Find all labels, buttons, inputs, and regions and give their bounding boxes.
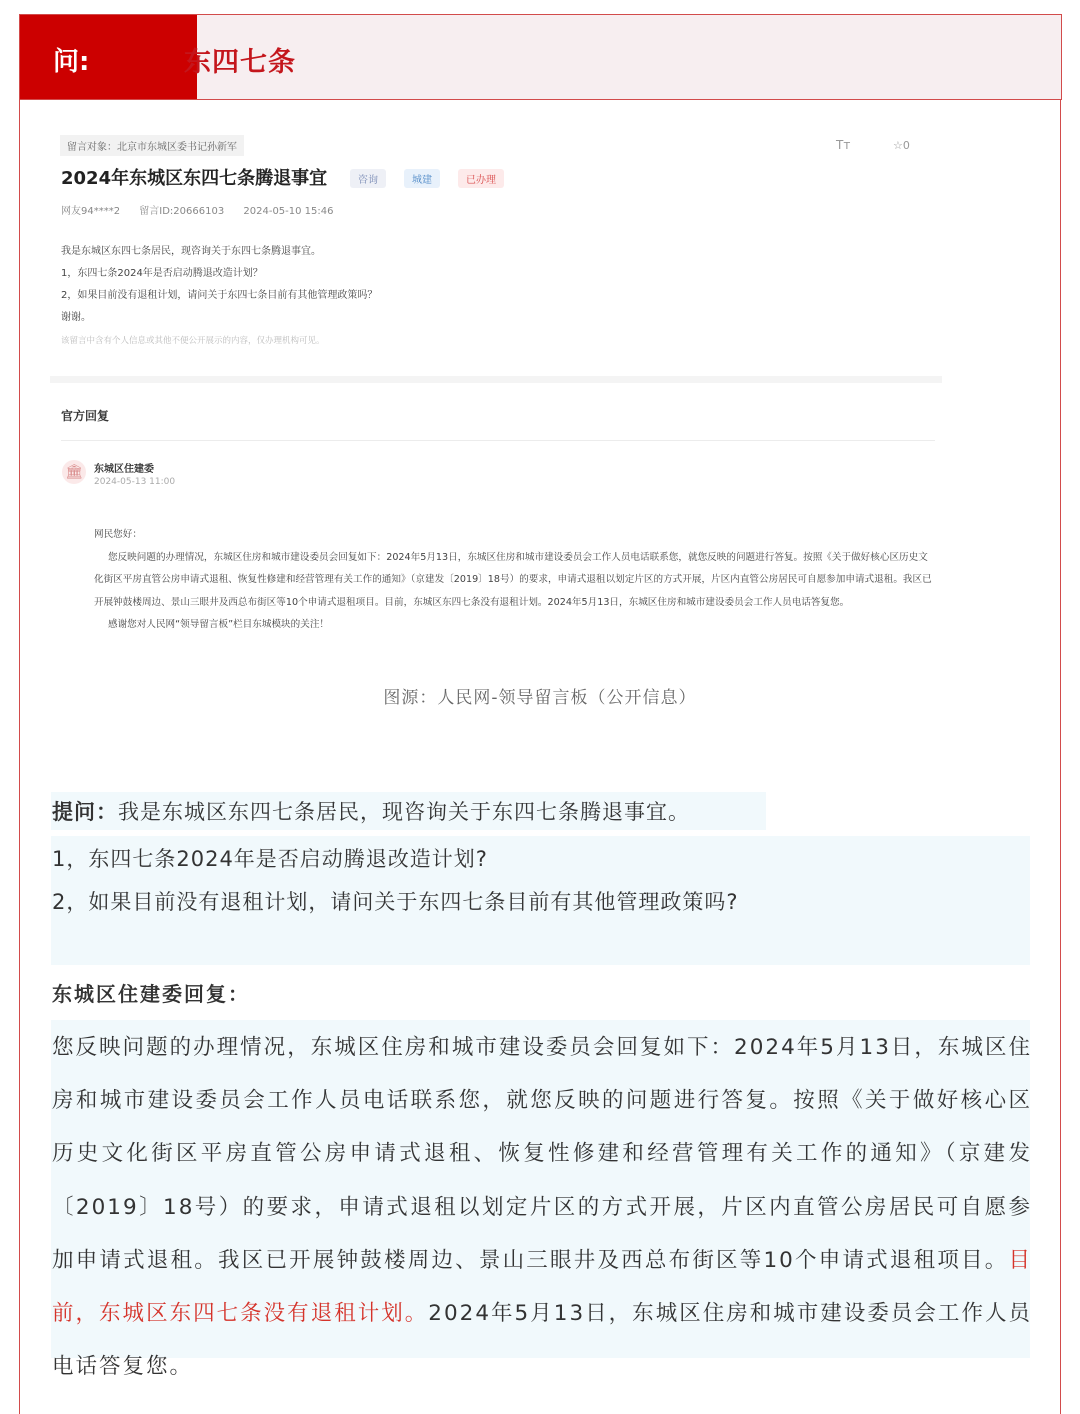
section-divider — [50, 376, 942, 383]
header-q-label: 问: — [53, 47, 90, 77]
question-line — [52, 796, 690, 826]
image-caption: 图源：人民网-领导留言板（公开信息） — [383, 688, 697, 708]
header-red-block — [20, 15, 197, 99]
post-meta — [61, 202, 350, 217]
post-author: 网友94****2 — [61, 206, 121, 217]
reply-time: 2024-05-13 11:00 — [94, 477, 176, 487]
divider-line — [61, 440, 935, 441]
badge-consult: 咨询 — [350, 169, 386, 188]
post-time: 2024-05-10 15:46 — [243, 206, 334, 217]
post-title: 2024年东城区东四七条腾退事宜 — [61, 168, 328, 189]
reply-part-1: 您反映问题的办理情况，东城区住房和城市建设委员会回复如下：2024年5月13日，东城区住房和城市建设委员会工作人员电话联系您，就您反映的问题进行答复。按照《关于做好核心区历史文化街区平房直管公房申请式退租、恢复性修建和经营管理有关工作的通知》（京建发〔2019〕18号）的要求，申请式退租以划定片区的方式开展，片区内直管公房居民可自愿参加申请式退租。我区已开展钟鼓楼周边、景山三眼井及西总布街区等10个申请式退租项目。 — [52, 1035, 1032, 1273]
reply-greeting: 网民您好： — [94, 529, 142, 540]
post-body — [61, 241, 377, 329]
question-label: 提问： — [52, 800, 118, 824]
star-icon[interactable]: ☆0 — [893, 139, 910, 152]
question-text: 我是东城区东四七条居民，现咨询关于东四七条腾退事宜。 — [118, 800, 690, 824]
reply-thanks: 感谢您对人民网“领导留言板”栏目东城模块的关注！ — [108, 619, 330, 630]
question-item-2: 2，如果目前没有退租计划，请问关于东四七条目前有其他管理政策吗? — [52, 890, 739, 914]
reply-paragraph-main — [52, 1021, 1032, 1393]
question-item-1: 1，东四七条2024年是否启动腾退改造计划? — [52, 847, 488, 871]
post-id: 留言ID:20666103 — [139, 206, 225, 217]
privacy-note: 该留言中含有个人信息或其他不便公开展示的内容，仅办理机构可见。 — [61, 336, 325, 346]
reply-paragraph: 您反映问题的办理情况，东城区住房和城市建设委员会回复如下：2024年5月13日，东城区住房和城市建设委员会工作人员电话联系您，就您反映的问题进行答复。按照《关于做好核心区历史文化街区平房直管公房申请式退租、恢复性修建和经营管理有关工作的通知》（京建发〔2019〕18号）的要求，申请式退租以划定片区的方式开展，片区内直管公房居民可自愿参加申请式退租。我区已开展钟鼓楼周边、景山三眼井及西总布街区等10个申请式退租项目。目前，东城区东四七条没有退租计划。2024年5月13日，东城区住房和城市建设委员会工作人员电话答复您。 — [94, 551, 932, 608]
official-reply-heading: 官方回复 — [61, 409, 110, 423]
header-title-clip — [184, 15, 497, 99]
reply-part-2: 2024年5月13日，东城区住房和城市建设委员会工作人员电话答复您。 — [52, 1301, 1032, 1380]
government-building-icon: 🏛 — [62, 460, 86, 484]
question-header — [19, 14, 1062, 100]
reply-org: 东城区住建委 — [94, 464, 154, 475]
reply-highlight-text: 目前，东城区东四七条没有退租计划。 — [52, 1247, 1032, 1327]
message-target-tag: 留言对象：北京市东城区委书记孙新军 — [60, 135, 244, 156]
badge-handled: 已办理 — [458, 169, 504, 188]
badge-urban: 城建 — [404, 169, 440, 188]
header-title: 东四七条 — [184, 47, 296, 78]
reply-heading: 东城区住建委回复： — [52, 982, 250, 1006]
official-reply-body — [94, 524, 936, 637]
post-body-line: 1，东四七条2024年是否启动腾退改造计划？ — [61, 268, 263, 279]
font-size-icon[interactable]: Tт — [836, 138, 851, 152]
post-body-line: 2，如果目前没有退租计划，请问关于东四七条目前有其他管理政策吗？ — [61, 290, 378, 301]
post-body-line: 我是东城区东四七条居民，现咨询关于东四七条腾退事宜。 — [61, 246, 321, 257]
post-body-line: 谢谢。 — [61, 312, 91, 323]
